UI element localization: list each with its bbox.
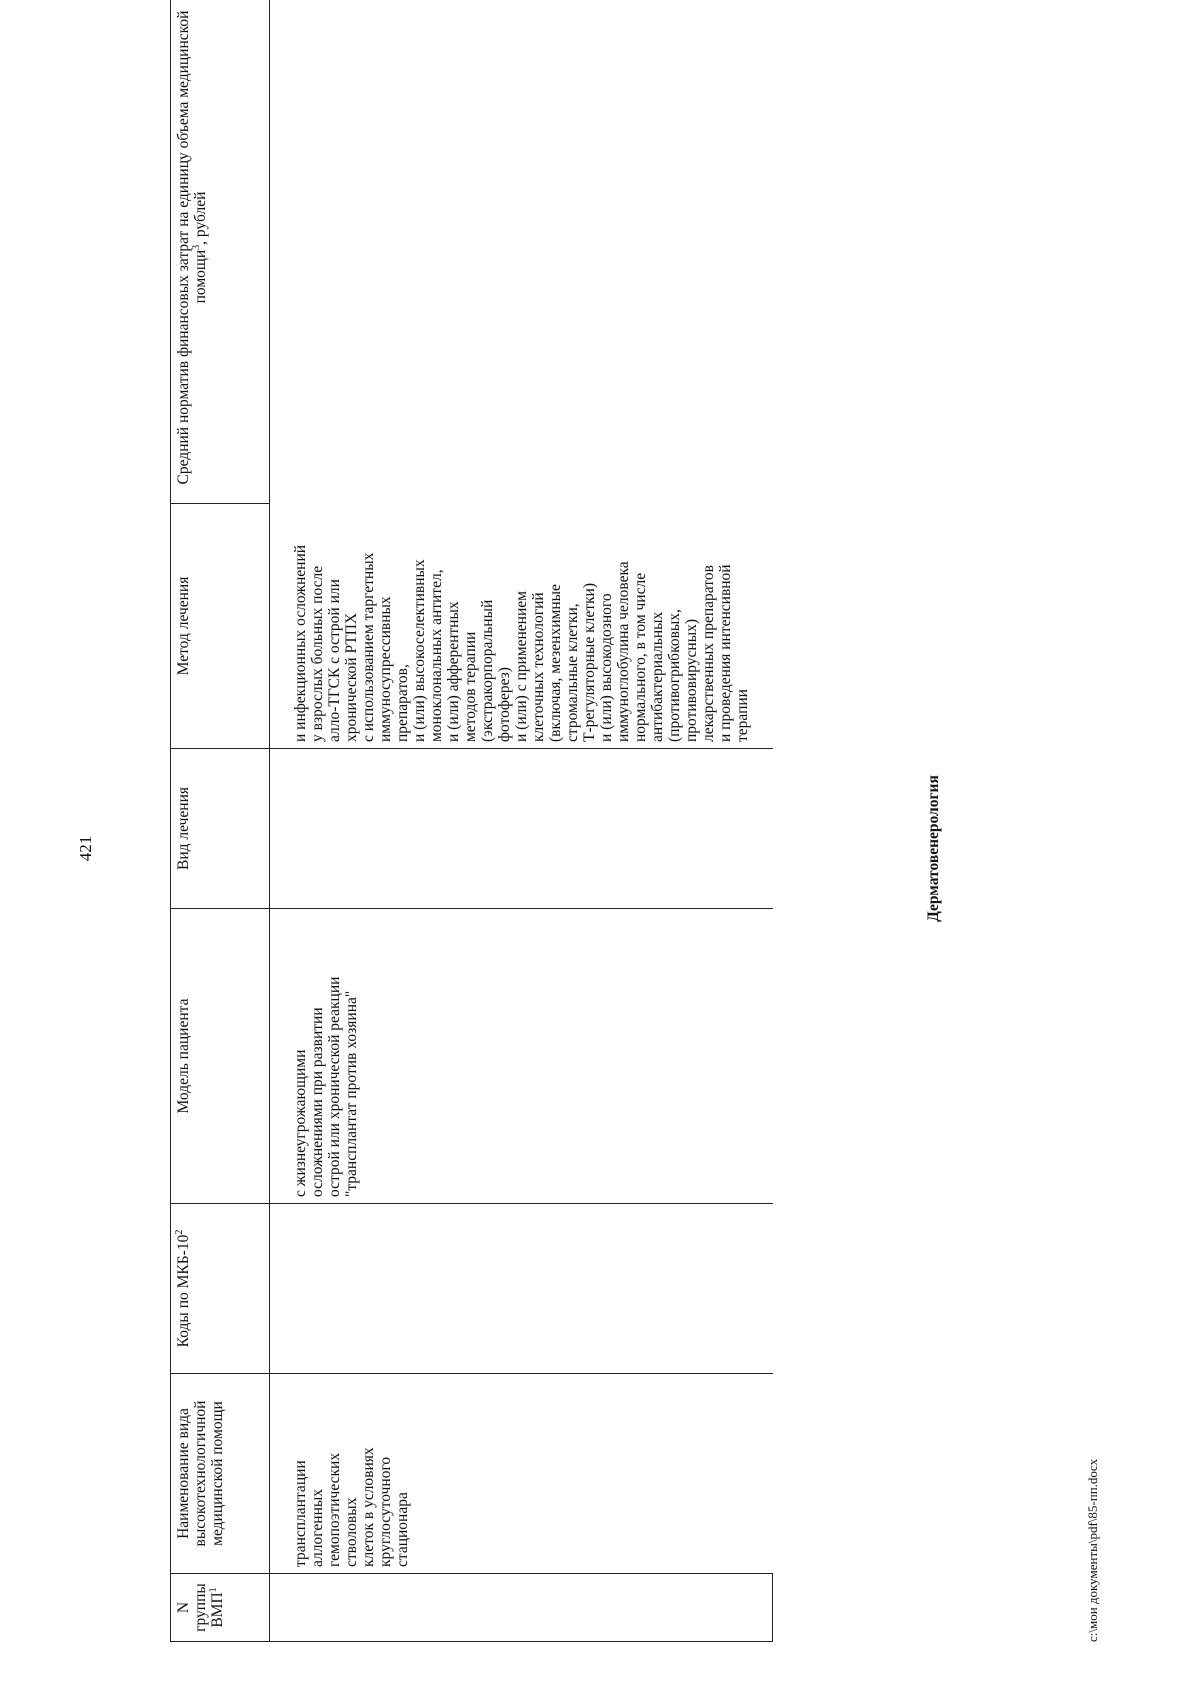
- vmp-table: [170, 0, 773, 1642]
- cell-codes: [270, 1204, 773, 1374]
- cell-group: [270, 1574, 773, 1642]
- header-name: Наименование вида высокотехнологичной медицинской помощи: [171, 1374, 270, 1574]
- cell-method: и инфекционных осложнений у взрослых больных после алло-ТГСК с острой или хронической РТПХ с использованием таргетных иммуносупрессивных препаратов, и (или) высокоселективных моноклональных антител, и (или) афферентных методов терапии (экстракорпоральный фотоферез) и (или) с применением клеточных технологий (включая, мезенхимные стромальные клетки, Т-регуляторные клетки) и (или) высокодозного иммуноглобулина человека нормального, в том числе антибактериальных (противогрибковых, противовирусных) лекарственных препаратов и проведения интенсивной терапии: [270, 504, 773, 749]
- header-cost-sup: 3: [190, 244, 202, 250]
- cell-name: трансплантации аллогенных гемопоэтических стволовых клеток в условиях круглосуточного стационара: [270, 1374, 773, 1574]
- section-title: Дерматовенерология: [925, 775, 942, 922]
- header-model: Модель пациента: [171, 909, 270, 1204]
- table-row: [270, 0, 773, 1642]
- page-number: 421: [76, 835, 95, 862]
- table-header-row: [171, 0, 270, 1642]
- cell-type: [270, 749, 773, 909]
- header-cost: [171, 0, 270, 504]
- header-method: Метод лечения: [171, 504, 270, 749]
- footer-file-path: c:\мои документы\pdf\85-пп.docx: [1085, 1458, 1100, 1642]
- header-cost-tail: , рублей: [192, 191, 209, 245]
- cell-model: с жизнеугрожающими осложнениями при развитии острой или хронической реакции "трансплантат против хозяина": [270, 909, 773, 1204]
- cell-cost: [270, 0, 773, 504]
- header-codes-label: Коды по МКБ-10: [175, 1234, 192, 1348]
- header-group-sup: 1: [207, 1587, 219, 1593]
- header-cost-label: Средний норматив финансовых затрат на единицу объема медицинской помощи: [175, 10, 209, 485]
- header-group: [171, 1574, 270, 1642]
- header-type: Вид лечения: [171, 749, 270, 909]
- header-group-label: N группы ВМП: [175, 1583, 226, 1632]
- header-codes: [171, 1204, 270, 1374]
- header-codes-sup: 2: [173, 1229, 185, 1235]
